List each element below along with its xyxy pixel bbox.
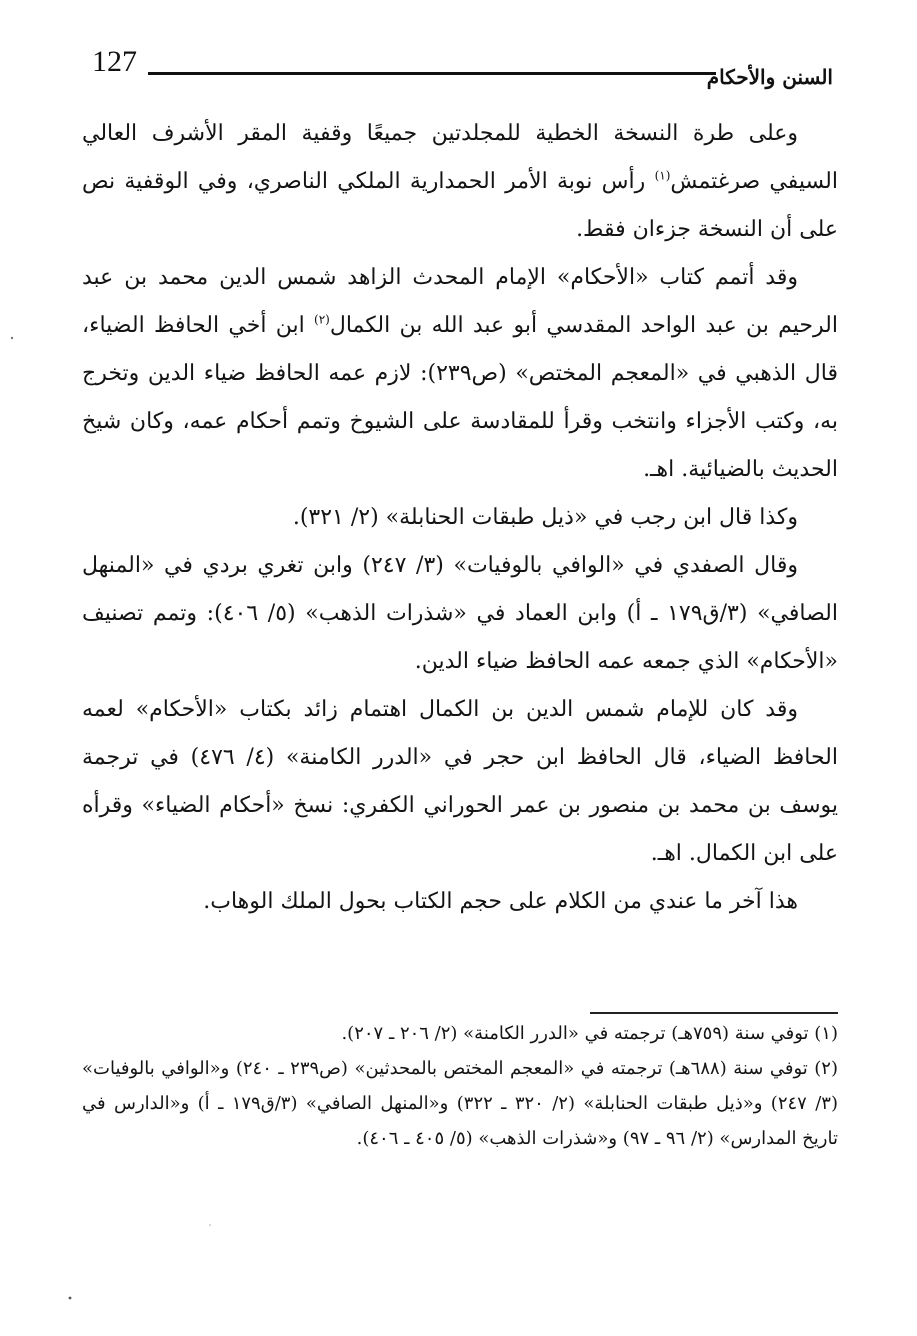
paragraph-text: وعلى طرة النسخة الخطية للمجلدتين جميعًا وقفية المقر الأشرف العالي السيفي صرغتمش xyxy=(82,121,838,194)
paragraph-closing: هذا آخر ما عندي من الكلام على حجم الكتاب بحول الملك الوهاب. xyxy=(203,889,798,914)
page-number: 127 xyxy=(92,45,137,78)
main-text xyxy=(82,110,838,926)
paragraph-ibn-al-kamal xyxy=(82,254,838,494)
paragraph-safadi: وقال الصفدي في «الوافي بالوفيات» (٣/ ٢٤٧) وابن تغري بردي في «المنهل الصافي» (٣/ق١٧٩ ـ أ) وابن العماد في «شذرات الذهب» (٥/ ٤٠٦): وتمم تصنيف «الأحكام» الذي جمعه عمه الحافظ ضياء الدين. xyxy=(82,553,838,674)
running-head: السنن والأحكام xyxy=(706,65,833,89)
paragraph-text: وقد أتمم كتاب «الأحكام» الإمام المحدث الزاهد شمس الدين محمد بن عبد الرحيم بن عبد الواحد المقدسي أبو عبد الله بن الكمال xyxy=(82,265,838,338)
footnote-marker-2: (٢) xyxy=(314,312,330,327)
paragraph-text: ابن أخي الحافظ الضياء، قال الذهبي في «المعجم المختص» (ص٢٣٩): لازم عمه الحافظ ضياء الدين وتخرج به، وكتب الأجزاء وانتخب وقرأ للمقادسة على الشيوخ وتمم أحكام عمه، وكان شيخ الحديث بالضيائية. اهـ. xyxy=(82,313,838,482)
footnote-rule xyxy=(590,1012,838,1014)
footnotes xyxy=(82,1016,838,1156)
paragraph-ibn-rajab: وكذا قال ابن رجب في «ذيل طبقات الحنابلة» (٢/ ٣٢١). xyxy=(292,505,798,530)
footnote-marker-1: (١) xyxy=(654,168,671,183)
footnote-1: (١) توفي سنة (٧٥٩هـ) ترجمته في «الدرر الكامنة» (٢/ ٢٠٦ ـ ٢٠٧). xyxy=(341,1023,838,1044)
paragraph-ibn-hajar: وقد كان للإمام شمس الدين بن الكمال اهتمام زائد بكتاب «الأحكام» لعمه الحافظ الضياء، قال الحافظ ابن حجر في «الدرر الكامنة» (٤/ ٤٧٦) في ترجمة يوسف بن محمد بن منصور بن عمر الحوراني الكفري: نسخ «أحكام الضياء» وقرأه على ابن الكمال. اهـ. xyxy=(82,697,839,866)
paragraph-manuscript-endowment xyxy=(82,110,838,254)
footnote-2: (٢) توفي سنة (٦٨٨هـ) ترجمته في «المعجم المختص بالمحدثين» (ص٢٣٩ ـ ٢٤٠) و«الوافي بالوفيات» (٣/ ٢٤٧) و«ذيل طبقات الحنابلة» (٢/ ٣٢٠ ـ ٣٢٢) و«المنهل الصافي» (٣/ق١٧٩ ـ أ) و«الدارس في تاريخ المدارس» (٢/ ٩٦ ـ ٩٧) و«شذرات الذهب» (٥/ ٤٠٥ ـ ٤٠٦). xyxy=(82,1058,838,1149)
paragraph-text: رأس نوبة الأمر الحمدارية الملكي الناصري، وفي الوقفية نص على أن النسخة جزءان فقط. xyxy=(82,169,838,242)
header-rule xyxy=(148,72,716,75)
